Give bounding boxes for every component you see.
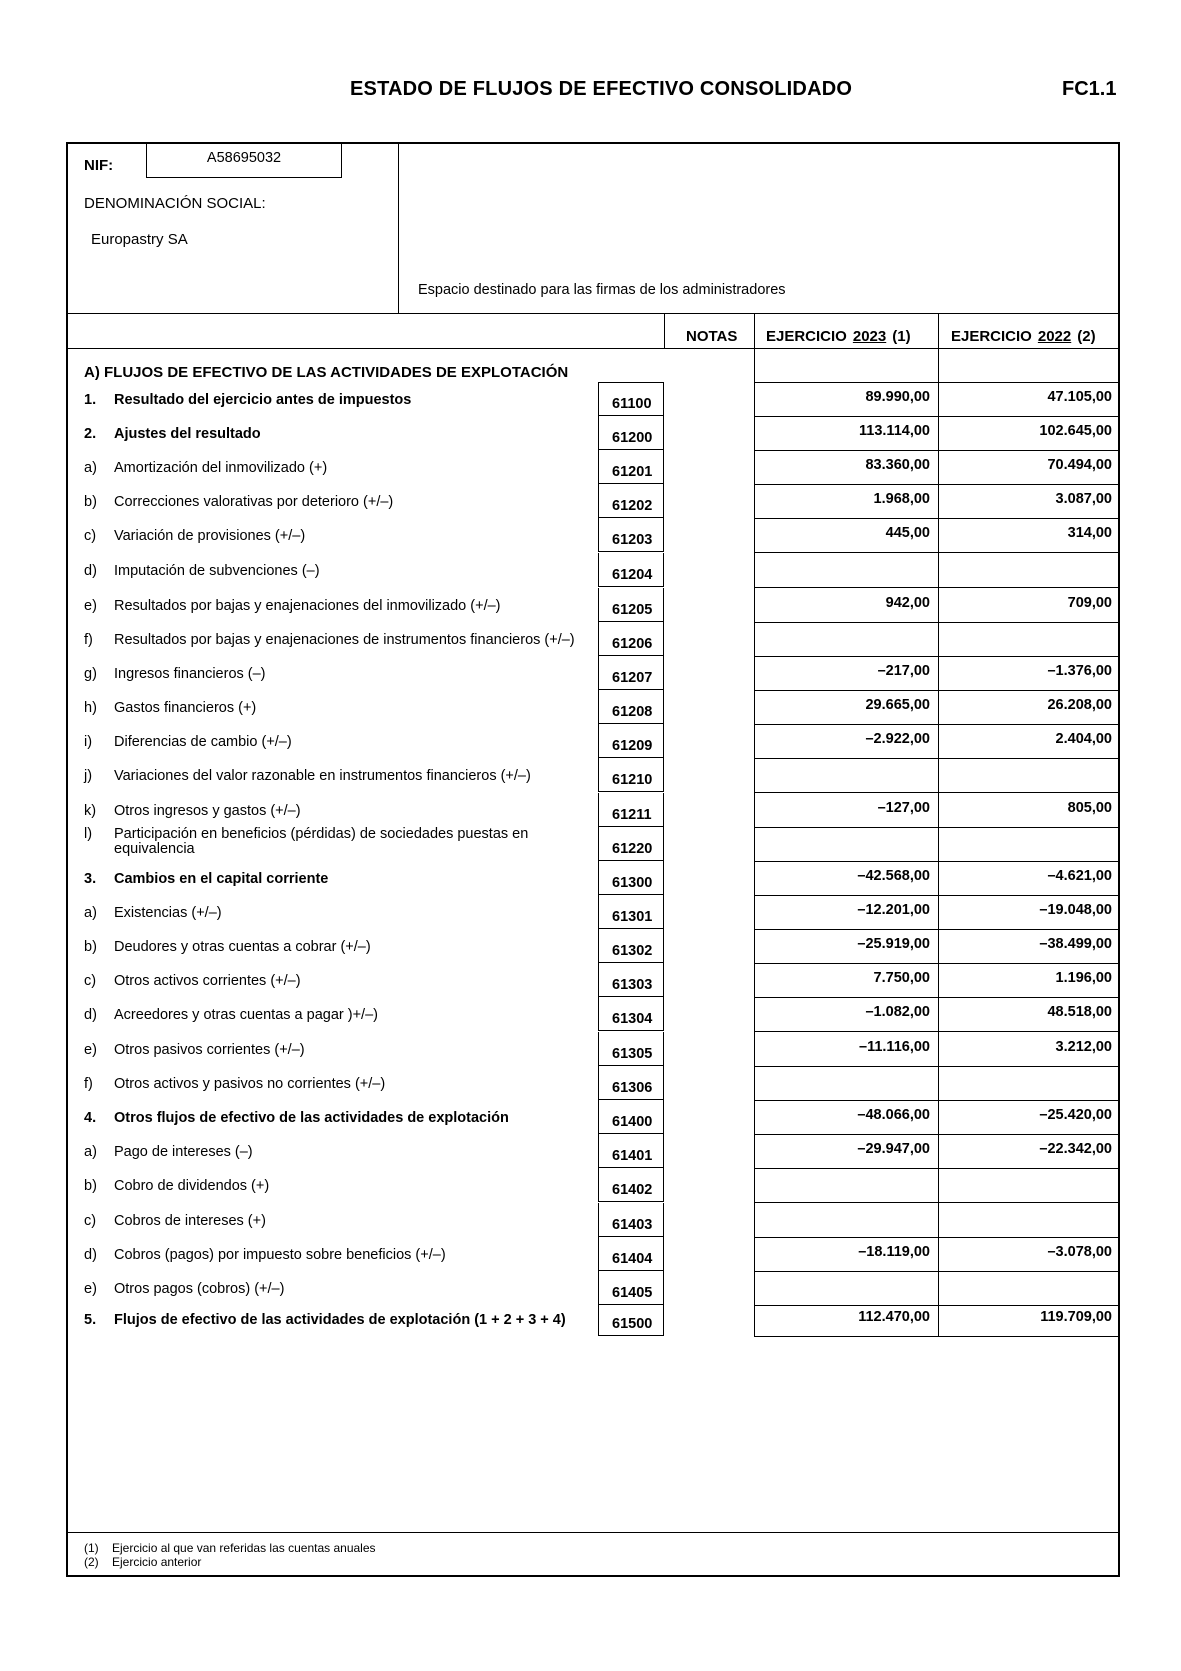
row-label: e) Otros pasivos corrientes (+/–)	[84, 1042, 305, 1058]
value-2023[interactable]: –12.201,00	[857, 902, 930, 918]
row-label: 5. Flujos de efectivo de las actividades de explotación (1 + 2 + 3 + 4)	[84, 1312, 566, 1328]
row-divider	[754, 1100, 1120, 1101]
row-label: a) Amortización del inmovilizado (+)	[84, 460, 328, 476]
denominacion-label: DENOMINACIÓN SOCIAL:	[84, 195, 266, 212]
row-divider	[754, 1237, 1120, 1238]
value-2022[interactable]: 3.087,00	[1055, 491, 1112, 507]
footnote-mark: (2)	[1077, 328, 1096, 345]
section-a-heading: A) FLUJOS DE EFECTIVO DE LAS ACTIVIDADES DE EXPLOTACIÓN	[84, 364, 569, 381]
row-code: 61205	[612, 602, 653, 618]
form-code: FC1.1	[1062, 78, 1117, 100]
row-divider	[754, 416, 1120, 417]
row-code: 61300	[612, 875, 653, 891]
row-divider	[754, 861, 1120, 862]
value-2023[interactable]: 83.360,00	[865, 457, 930, 473]
value-2023[interactable]: 7.750,00	[873, 970, 930, 986]
row-divider	[754, 587, 1120, 588]
value-2022[interactable]: 2.404,00	[1055, 731, 1112, 747]
value-2023[interactable]: –1.082,00	[865, 1004, 930, 1020]
row-label: h) Gastos financieros (+)	[84, 700, 257, 716]
row-code: 61207	[612, 670, 653, 686]
value-2022[interactable]: 48.518,00	[1047, 1004, 1112, 1020]
footnotes	[84, 1541, 376, 1569]
row-divider	[754, 552, 1120, 553]
value-2022[interactable]: 70.494,00	[1047, 457, 1112, 473]
value-2023[interactable]: –11.116,00	[859, 1039, 930, 1055]
row-divider	[754, 1168, 1120, 1169]
value-2022[interactable]: –4.621,00	[1047, 868, 1112, 884]
value-2023[interactable]: –42.568,00	[857, 868, 930, 884]
value-2023[interactable]: 89.990,00	[865, 389, 930, 405]
divider	[938, 313, 939, 1336]
value-2022[interactable]: 709,00	[1067, 595, 1112, 611]
footnote-2: (2) Ejercicio anterior	[84, 1555, 202, 1569]
value-2023[interactable]: 113.114,00	[859, 423, 930, 439]
form-frame	[66, 142, 1120, 1577]
year-previous: 2022	[1037, 328, 1072, 345]
row-code: 61200	[612, 430, 653, 446]
row-divider	[754, 963, 1120, 964]
value-2022[interactable]: –22.342,00	[1039, 1141, 1112, 1157]
row-divider	[754, 484, 1120, 485]
value-2022[interactable]: 102.645,00	[1039, 423, 1112, 439]
row-code: 61401	[612, 1148, 653, 1164]
row-divider	[754, 724, 1120, 725]
row-label: b) Cobro de dividendos (+)	[84, 1178, 270, 1194]
row-code: 61404	[612, 1251, 653, 1267]
row-label: j) Variaciones del valor razonable en instrumentos financieros (+/–)	[84, 768, 531, 784]
value-2023[interactable]: –217,00	[877, 663, 930, 679]
page-title: ESTADO DE FLUJOS DE EFECTIVO CONSOLIDADO	[350, 78, 853, 100]
row-label: f) Otros activos y pasivos no corrientes (+/–)	[84, 1076, 386, 1092]
row-code: 61302	[612, 943, 653, 959]
row-code: 61100	[612, 396, 652, 412]
row-label: e) Otros pagos (cobros) (+/–)	[84, 1281, 285, 1297]
value-2023[interactable]: –29.947,00	[857, 1141, 930, 1157]
row-divider	[754, 450, 1120, 451]
row-code: 61305	[612, 1046, 653, 1062]
row-divider	[754, 1134, 1120, 1135]
row-code: 61400	[612, 1114, 653, 1130]
ejercicio-2023-header	[766, 328, 911, 345]
row-divider	[754, 895, 1120, 896]
row-divider	[754, 997, 1120, 998]
ejercicio-label: EJERCICIO	[766, 328, 847, 345]
value-2022[interactable]: 314,00	[1067, 525, 1112, 541]
divider	[66, 1532, 1120, 1533]
value-2022[interactable]: 3.212,00	[1055, 1039, 1112, 1055]
nif-label: NIF:	[84, 157, 114, 174]
row-code: 61301	[612, 909, 653, 925]
row-divider	[754, 656, 1120, 657]
value-2022[interactable]: –19.048,00	[1039, 902, 1112, 918]
row-code: 61303	[612, 977, 653, 993]
row-code: 61210	[612, 772, 653, 788]
row-divider	[754, 1202, 1120, 1203]
row-label: g) Ingresos financieros (–)	[84, 666, 266, 682]
row-divider	[754, 1066, 1120, 1067]
row-label: 4. Otros flujos de efectivo de las actividades de explotación	[84, 1110, 509, 1126]
value-2023[interactable]: –48.066,00	[857, 1107, 930, 1123]
row-code: 61402	[612, 1182, 653, 1198]
row-label: 2. Ajustes del resultado	[84, 426, 261, 442]
value-2022[interactable]: 805,00	[1067, 800, 1112, 816]
row-divider	[754, 1031, 1120, 1032]
row-divider	[754, 929, 1120, 930]
row-label: b) Deudores y otras cuentas a cobrar (+/–)	[84, 939, 371, 955]
divider	[398, 142, 399, 314]
value-2023[interactable]: 942,00	[885, 595, 930, 611]
value-2022[interactable]: 1.196,00	[1055, 970, 1112, 986]
row-label: k) Otros ingresos y gastos (+/–)	[84, 803, 301, 819]
value-2022[interactable]: 47.105,00	[1047, 389, 1112, 405]
row-code: 61500	[612, 1316, 653, 1332]
row-label: b) Correcciones valorativas por deterioro (+/–)	[84, 494, 394, 510]
divider	[754, 313, 755, 1336]
row-code: 61209	[612, 738, 653, 754]
value-2022[interactable]: –38.499,00	[1039, 936, 1112, 952]
divider	[66, 348, 1120, 349]
row-divider	[754, 1271, 1120, 1272]
row-code: 61405	[612, 1285, 653, 1301]
row-label: 3. Cambios en el capital corriente	[84, 871, 329, 887]
value-2023[interactable]: –25.919,00	[857, 936, 930, 952]
row-divider	[754, 1305, 1120, 1306]
value-2022[interactable]: 119.709,00	[1040, 1309, 1112, 1325]
row-code: 61206	[612, 636, 653, 652]
row-label: 1. Resultado del ejercicio antes de impuestos	[84, 392, 412, 408]
notas-header: NOTAS	[686, 328, 738, 345]
row-label: a) Existencias (+/–)	[84, 905, 222, 921]
row-divider	[754, 622, 1120, 623]
row-label: c) Variación de provisiones (+/–)	[84, 528, 306, 544]
divider	[754, 382, 1120, 383]
divider	[66, 313, 1120, 314]
row-code: 61201	[612, 464, 653, 480]
row-code: 61202	[612, 498, 653, 514]
value-2023[interactable]: –2.922,00	[865, 731, 930, 747]
footnote-1: (1) Ejercicio al que van referidas las cuentas anuales	[84, 1541, 376, 1555]
row-label: d) Cobros (pagos) por impuesto sobre beneficios (+/–)	[84, 1247, 446, 1263]
divider	[664, 313, 665, 349]
row-label: e) Resultados por bajas y enajenaciones del inmovilizado (+/–)	[84, 598, 501, 614]
company-name[interactable]: Europastry SA	[91, 231, 188, 248]
row-divider	[754, 518, 1120, 519]
ejercicio-2022-header	[951, 328, 1096, 345]
row-divider	[754, 827, 1120, 828]
row-code: 61306	[612, 1080, 653, 1096]
row-label: f) Resultados por bajas y enajenaciones de instrumentos financieros (+/–)	[84, 632, 575, 648]
value-2023[interactable]: 29.665,00	[865, 697, 930, 713]
signature-space-label: Espacio destinado para las firmas de los administradores	[418, 282, 786, 298]
row-code: 61403	[612, 1217, 653, 1233]
ejercicio-label: EJERCICIO	[951, 328, 1032, 345]
row-code: 61211	[612, 807, 652, 823]
row-code: 61304	[612, 1011, 653, 1027]
row-divider	[754, 758, 1120, 759]
row-label: d) Imputación de subvenciones (–)	[84, 563, 320, 579]
value-2023[interactable]: 1.968,00	[873, 491, 930, 507]
row-label: d) Acreedores y otras cuentas a pagar )+/–)	[84, 1007, 378, 1023]
row-label: i) Diferencias de cambio (+/–)	[84, 734, 292, 750]
row-divider	[754, 1336, 1120, 1337]
year-current: 2023	[852, 328, 887, 345]
row-code: 61203	[612, 532, 653, 548]
row-divider	[754, 792, 1120, 793]
value-2023[interactable]: –127,00	[877, 800, 930, 816]
row-label: l) Participación en beneficios (pérdidas) de sociedades puestas en equivalencia	[84, 826, 529, 857]
nif-field[interactable]: A58695032	[146, 143, 342, 178]
value-2023[interactable]: 445,00	[885, 525, 930, 541]
row-label: c) Cobros de intereses (+)	[84, 1213, 266, 1229]
value-2022[interactable]: –3.078,00	[1047, 1244, 1112, 1260]
value-2022[interactable]: –1.376,00	[1047, 663, 1112, 679]
row-label: a) Pago de intereses (–)	[84, 1144, 253, 1160]
row-code: 61204	[612, 567, 653, 583]
value-2023[interactable]: 112.470,00	[858, 1309, 930, 1325]
row-divider	[754, 690, 1120, 691]
row-label: c) Otros activos corrientes (+/–)	[84, 973, 301, 989]
value-2022[interactable]: 26.208,00	[1047, 697, 1112, 713]
footnote-mark: (1)	[892, 328, 911, 345]
row-code: 61208	[612, 704, 653, 720]
row-code: 61220	[612, 841, 653, 857]
value-2023[interactable]: –18.119,00	[858, 1244, 930, 1260]
value-2022[interactable]: –25.420,00	[1039, 1107, 1112, 1123]
